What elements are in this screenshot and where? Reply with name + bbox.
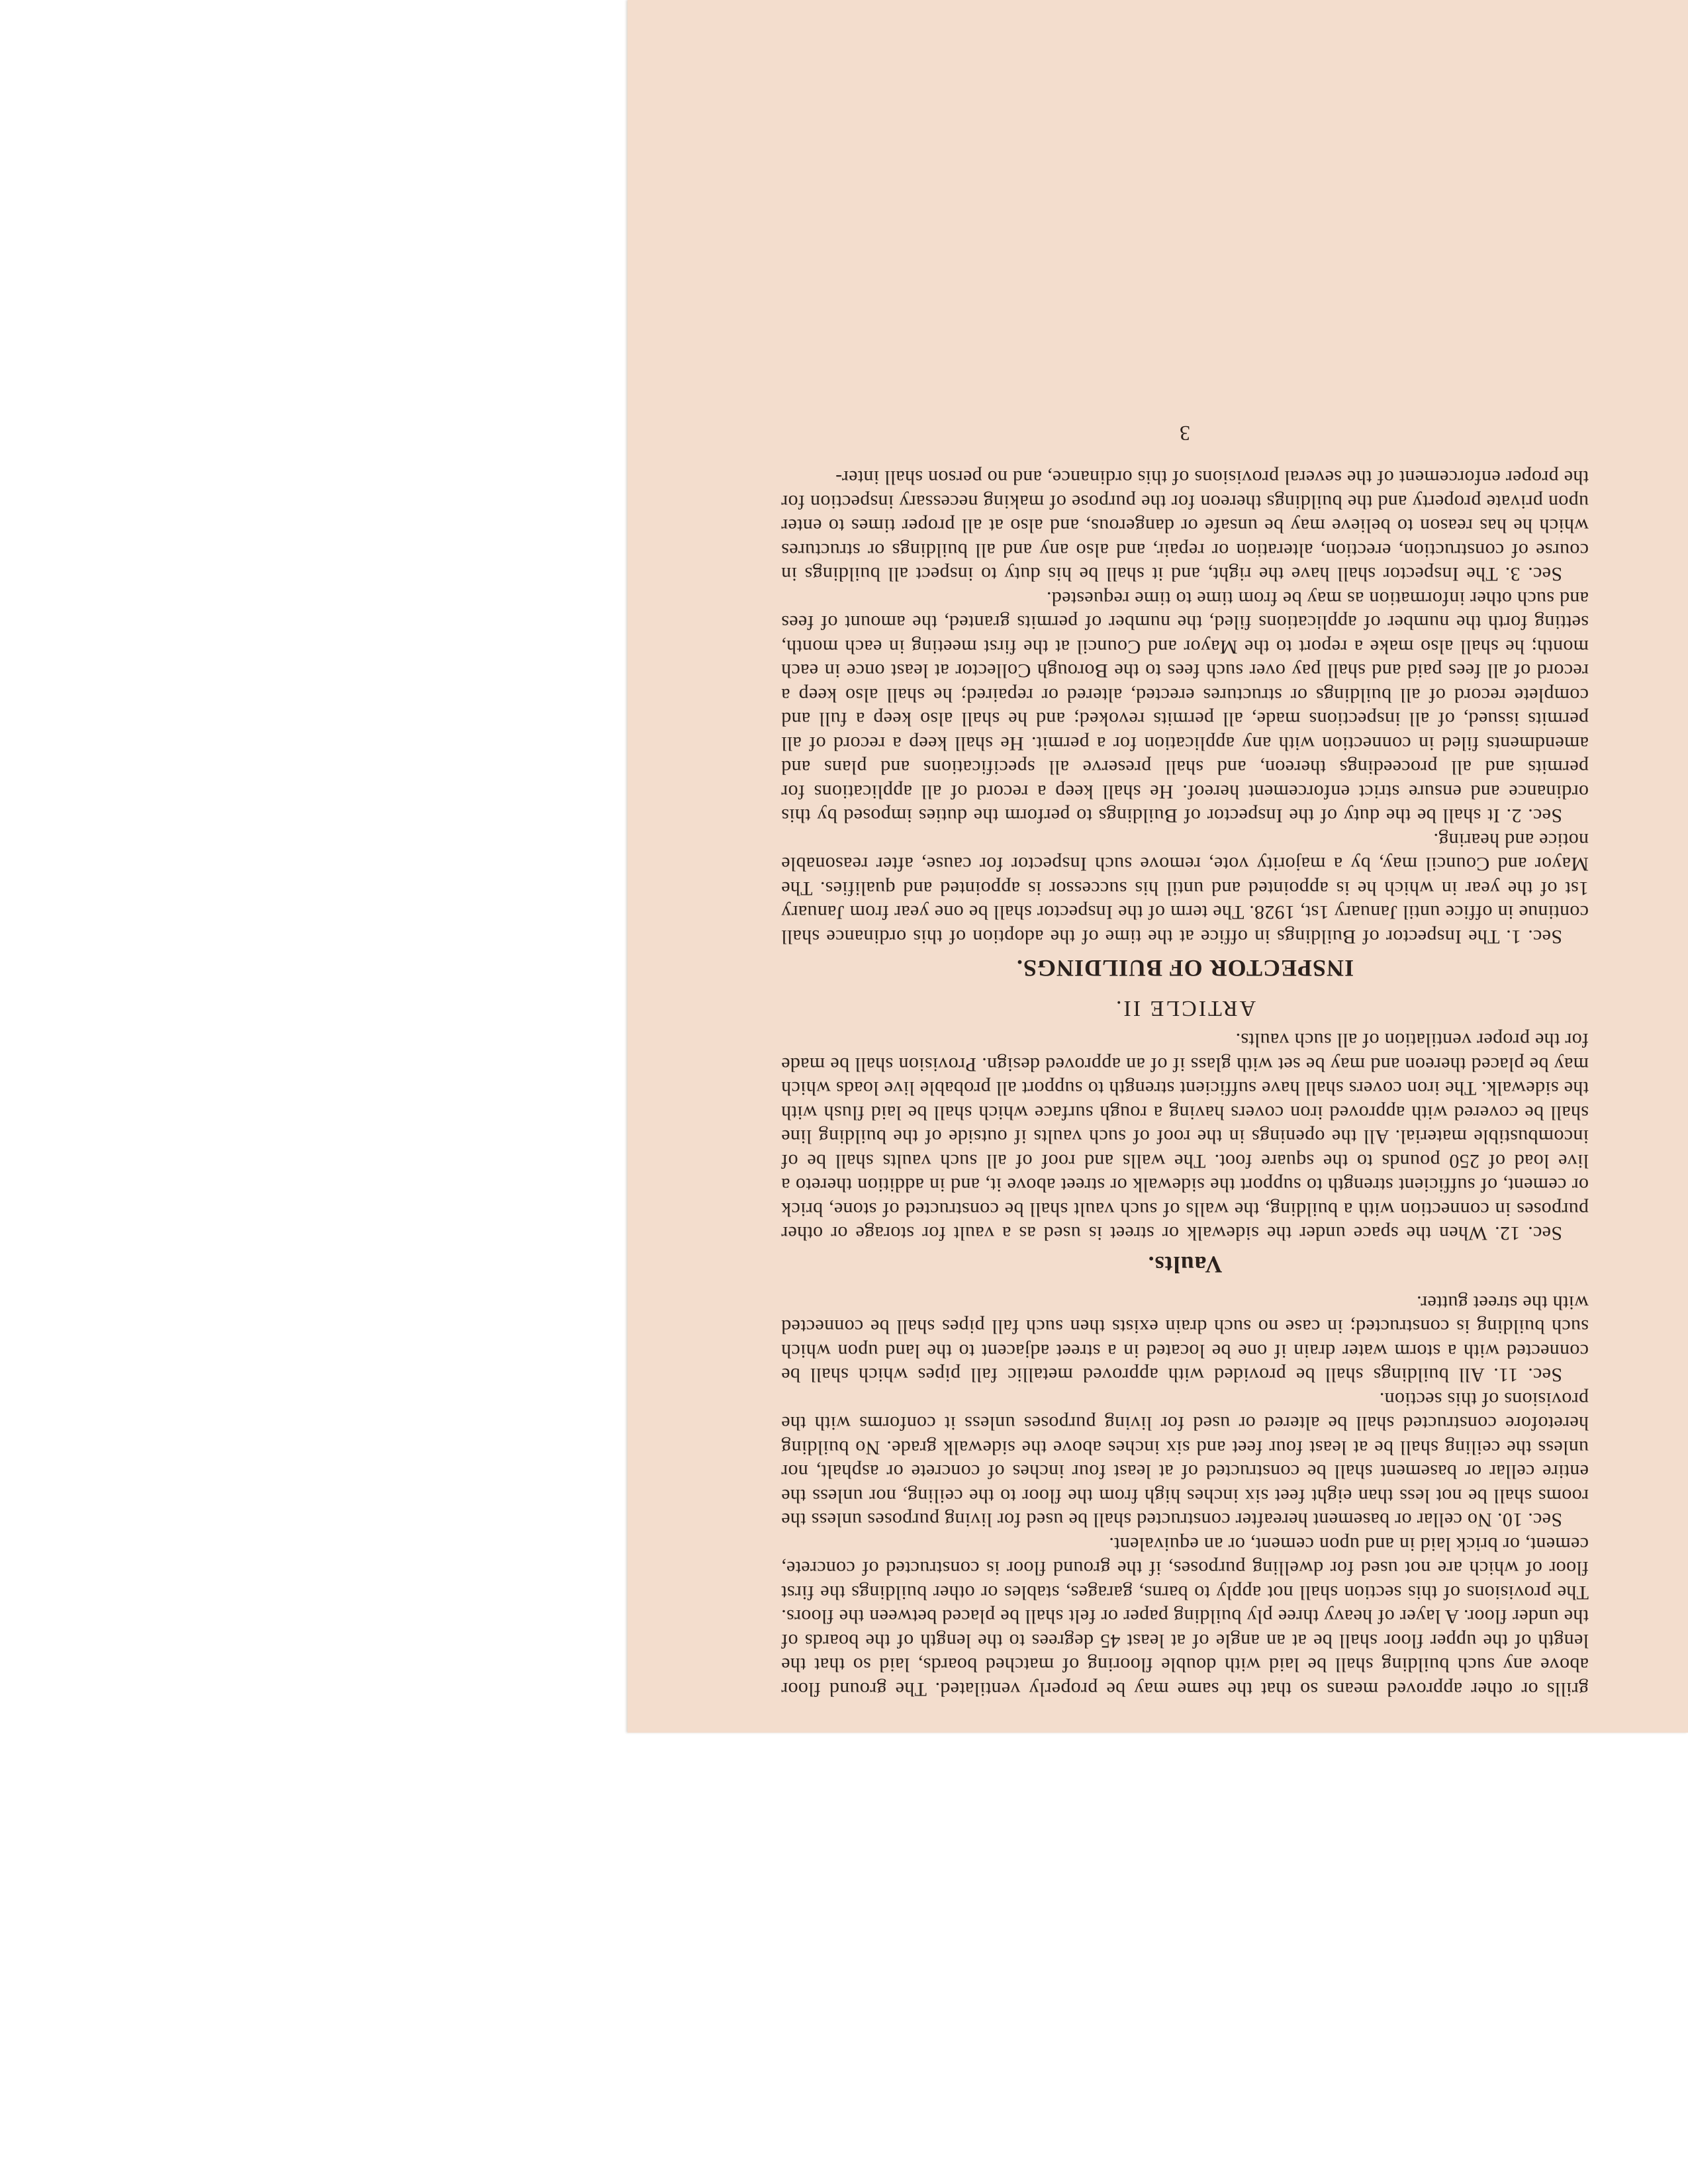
- section-11: Sec. 11. All buildings shall be provided with approved metallic fall pipes which shall be connected with a storm water drain if one be located in a street adjacent to the land upon which such building is constructed; in case no such drain exists then such fall pipes shall be connected with the street gutter.: [781, 1292, 1589, 1387]
- page-number: 3: [1180, 422, 1190, 445]
- document-page-rotated: [781, 113, 1589, 1701]
- section-12: Sec. 12. When the space under the sidewalk or street is used as a vault for storage or other purposes in connection with a building, the walls of such vault shall be constructed of stone, brick or cement, of sufficient strength to support the sidewalk or street above it, and in addition thereto a live load of 250 pounds to the square foot. The walls and roof of all such vaults shall be of incombustible material. All the openings in the roof of such vaults if outside of the building line shall be covered with approved iron covers having a rough surface which shall be laid flush with the sidewalk. The iron covers shall have sufficient strength to support all probable live loads which may be placed thereon and may be set with glass if of an approved design. Provision shall be made for the proper ventilation of all such vaults.: [781, 1029, 1589, 1245]
- section-3: Sec. 3. The Inspector shall have the right, and it shall be his duty to inspect all buildings in course of construction, erection, alteration or repair, and also any and all buildings or structures which he has reason to believe may be unsafe or dangerous, and also at all proper times to enter upon private property and the buildings thereon for the purpose of making necessary inspection for the proper enforcement of the several provisions of this ordinance, and no person shall inter-: [781, 467, 1589, 586]
- section-1: Sec. 1. The Inspector of Buildings in office at the time of the adoption of this ordinance shall continue in office until January 1st, 1928. The term of the Inspector shall be one year from January 1st of the year in which he is appointed and until his successor is appointed and qualifies. The Mayor and Council may, by a majority vote, remove such Inspector for cause, after reasonable notice and hearing.: [781, 829, 1589, 948]
- vaults-heading: Vaults.: [1147, 1251, 1223, 1279]
- article-heading: INSPECTOR OF BUILDINGS.: [1015, 955, 1354, 981]
- paragraph-ventilation: grills or other approved means so that the same may be properly ventilated. The ground floor above any such building shall be laid with double flooring of matched boards, laid so that the length of the upper floor shall be at an angle of at least 45 degrees to the length of the boards of the under floor. A layer of heavy three ply building paper or felt shall be placed between the floors. The provisions of this section shall not apply to barns, garages, stables or other buildings the first floor of which are not used for dwelling purposes, if the ground floor is constructed of concrete, cement, or brick laid in and upon cement, or an equivalent.: [781, 1533, 1589, 1700]
- article-title: ARTICLE II.: [1113, 996, 1256, 1021]
- section-10: Sec. 10. No cellar or basement hereafter constructed shall be used for living purposes unless the rooms shall be not less than eight feet six inches high from the floor to the ceiling, nor unless the entire cellar or basement shall be constructed of at least four inches of concrete or asphalt, nor unless the ceiling shall be at least four feet and six inches above the sidewalk grade. No building heretofore constructed shall be altered or used for living purposes unless it conforms with the provisions of this section.: [781, 1388, 1589, 1531]
- section-2: Sec. 2. It shall be the duty of the Inspector of Buildings to perform the duties imposed by this ordinance and ensure strict enforcement hereof. He shall keep a record of all applications for permits and all proceedings thereon, and shall preserve all specifications and plans and amendments filed in connection with any application for a permit. He shall keep a record of all permits issued, of all inspections made, all permits revoked; and he shall also keep a full and complete record of all buildings or structures erected, altered or repaired; he shall also keep a record of all fees paid and shall pay over such fees to the Borough Collector at least once in each month; he shall also make a report to the Mayor and Council at the first meeting in each month, setting forth the number of applications filed, the number of permits granted, the amount of fees and such other information as may be from time to time requested.: [781, 588, 1589, 827]
